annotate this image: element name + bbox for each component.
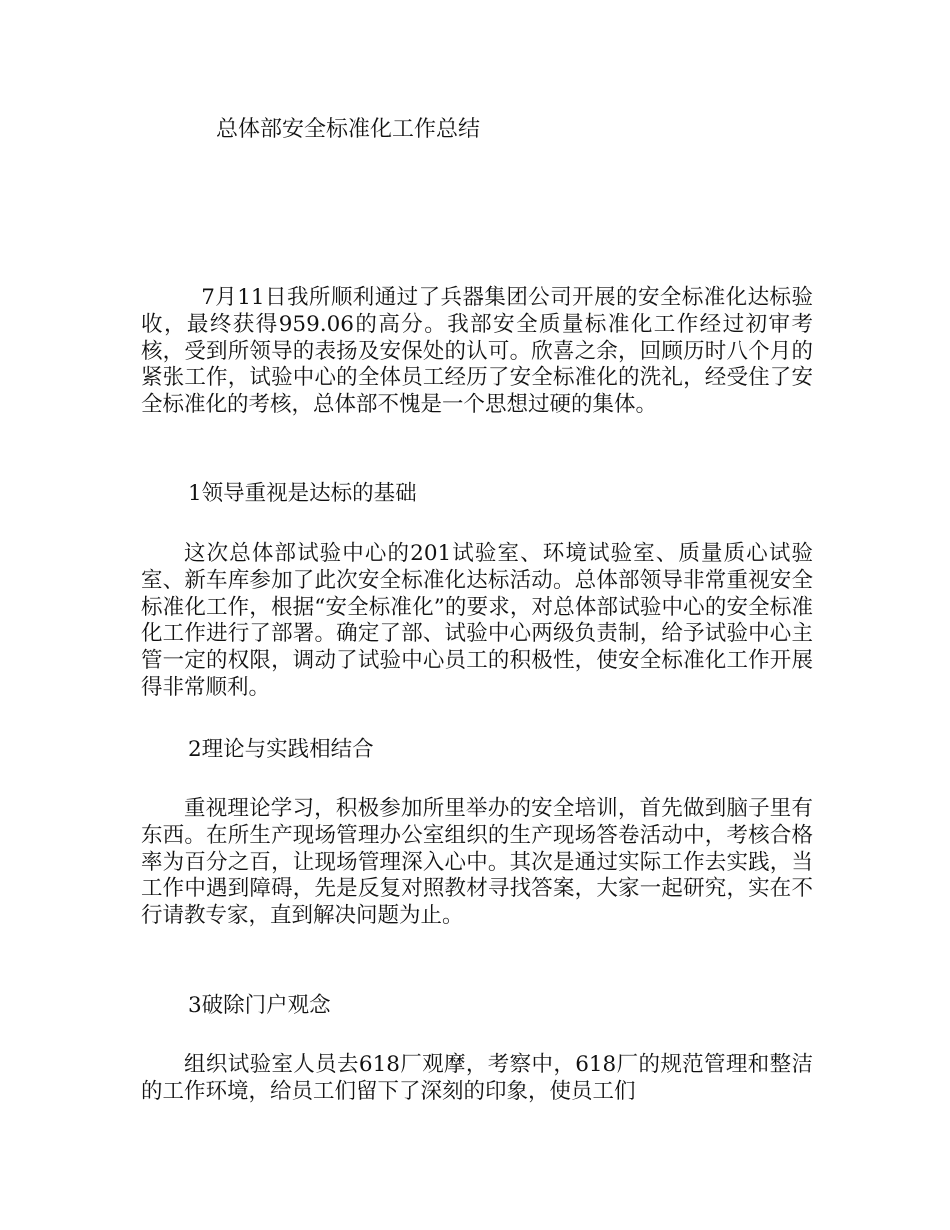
section-body-2: 重视理论学习，积极参加所里举办的安全培训，首先做到脑子里有东西。在所生产现场管理办公室组织的生产现场答卷活动中，考核合格率为百分之百，让现场管理深入心中。其次是通过实际工作去实践，当工作中遇到障碍，先是反复对照教材寻找答案，大家一起研究，实在不行请教专家，直到解决问题为止。	[141, 796, 813, 929]
section-body-3: 组织试验室人员去618厂观摩，考察中，618厂的规范管理和整洁的工作环境，给员工们留下了深刻的印象，使员工们	[141, 1052, 813, 1104]
intro-paragraph: 7月11日我所顺利通过了兵器集团公司开展的安全标准化达标验收，最终获得959.06的高分。我部安全质量标准化工作经过初审考核，受到所领导的表扬及安保处的认可。欣喜之余，回顾历时八个月的紧张工作，试验中心的全体员工经历了安全标准化的洗礼，经受住了安全标准化的考核，总体部不愧是一个思想过硬的集体。	[141, 285, 813, 418]
section-heading-1: 1领导重视是达标的基础	[188, 481, 417, 506]
section-heading-3: 3破除门户观念	[188, 993, 331, 1018]
document-title: 总体部安全标准化工作总结	[216, 117, 481, 142]
section-body-1: 这次总体部试验中心的201试验室、环境试验室、质量质心试验室、新车库参加了此次安全标准化达标活动。总体部领导非常重视安全标准化工作，根据“安全标准化”的要求，对总体部试验中心的安全标准化工作进行了部署。确定了部、试验中心两级负责制，给予试验中心主管一定的权限，调动了试验中心员工的积极性，使安全标准化工作开展得非常顺利。	[141, 541, 813, 700]
section-heading-2: 2理论与实践相结合	[188, 737, 374, 762]
